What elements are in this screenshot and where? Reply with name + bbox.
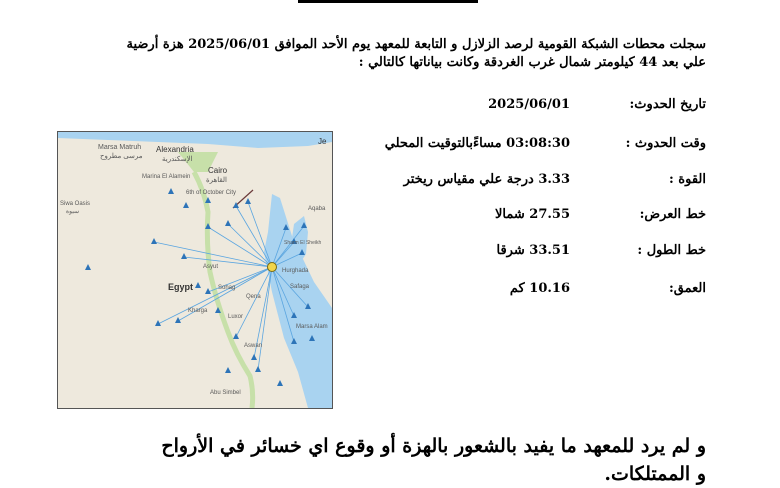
depth-label: العمق: bbox=[668, 281, 706, 296]
map-label-luxor: Luxor bbox=[228, 314, 244, 320]
map-label-marina: Marina El Alamein bbox=[142, 174, 191, 180]
date-label: تاريخ الحدوث: bbox=[629, 97, 706, 112]
map-label-sharm: Sharm El Sheikh bbox=[284, 240, 322, 246]
map-label-cairo-ar: القاهرة bbox=[206, 177, 227, 184]
intro-line-2: علي بعد 44 كيلومتر شمال غرب الغردقة وكانت بياناتها كالتالي : bbox=[358, 55, 706, 70]
map-label-alexandria: Alexandria bbox=[156, 145, 194, 154]
map-label-safaga: Safaga bbox=[290, 284, 310, 290]
intro-paragraph bbox=[86, 36, 706, 72]
map-label-siwa-ar: سيوة bbox=[66, 209, 80, 215]
map-label-siwa: Siwa Oasis bbox=[60, 201, 91, 207]
longitude-value: 33.51 شرقا bbox=[496, 243, 570, 258]
depth-value: 10.16 كم bbox=[509, 281, 570, 296]
intro-line-1: سجلت محطات الشبكة القومية لرصد الزلازل و التابعة للمعهد يوم الأحد الموافق 2025/06/01 هزة أرضية bbox=[126, 37, 706, 52]
map-label-alexandria-ar: الإسكندرية bbox=[162, 156, 193, 163]
magnitude-value: 3.33 درجة علي مقياس ريختر bbox=[403, 172, 570, 187]
map-label-marsa-matruh: Marsa Matruh bbox=[98, 144, 142, 151]
time-label: وقت الحدوث : bbox=[625, 136, 706, 151]
map-label-october: 6th of October City bbox=[186, 190, 237, 196]
closing-line-2: و الممتلكات. bbox=[604, 463, 706, 485]
header-rule bbox=[298, 0, 478, 3]
map-label-qena: Qena bbox=[246, 294, 261, 300]
map-label-hurghada: Hurghada bbox=[282, 268, 309, 274]
closing-paragraph bbox=[66, 432, 706, 488]
map-label-abu-simbel: Abu Simbel bbox=[210, 390, 241, 396]
closing-line-1: و لم يرد للمعهد ما يفيد بالشعور بالهزة أو وقوع اي خسائر في الأرواح bbox=[161, 435, 706, 457]
map-label-je: Je bbox=[318, 137, 327, 146]
map-label-aswan: Aswan bbox=[244, 343, 263, 349]
epicenter-marker bbox=[268, 263, 277, 272]
map-label-sohag: Sohag bbox=[218, 285, 236, 291]
longitude-label: خط الطول : bbox=[637, 243, 706, 258]
map-label-kharga: Kharga bbox=[188, 308, 208, 314]
latitude-value: 27.55 شمالا bbox=[494, 207, 570, 222]
map-label-asyut: Asyut bbox=[203, 264, 219, 270]
map-label-cairo: Cairo bbox=[208, 166, 228, 175]
latitude-label: خط العرض: bbox=[639, 207, 706, 222]
date-value: 2025/06/01 bbox=[488, 97, 570, 112]
station-map bbox=[57, 131, 333, 409]
map-label-marsa-matruh-ar: مرسى مطروح bbox=[100, 153, 143, 160]
map-label-aqaba: Aqaba bbox=[308, 206, 326, 212]
map-label-egypt: Egypt bbox=[168, 282, 194, 292]
magnitude-label: القوة : bbox=[668, 172, 706, 187]
map-label-marsa-alam: Marsa Alam bbox=[296, 324, 328, 330]
time-value: 03:08:30 مساءًبالتوقيت المحلي bbox=[384, 136, 570, 151]
